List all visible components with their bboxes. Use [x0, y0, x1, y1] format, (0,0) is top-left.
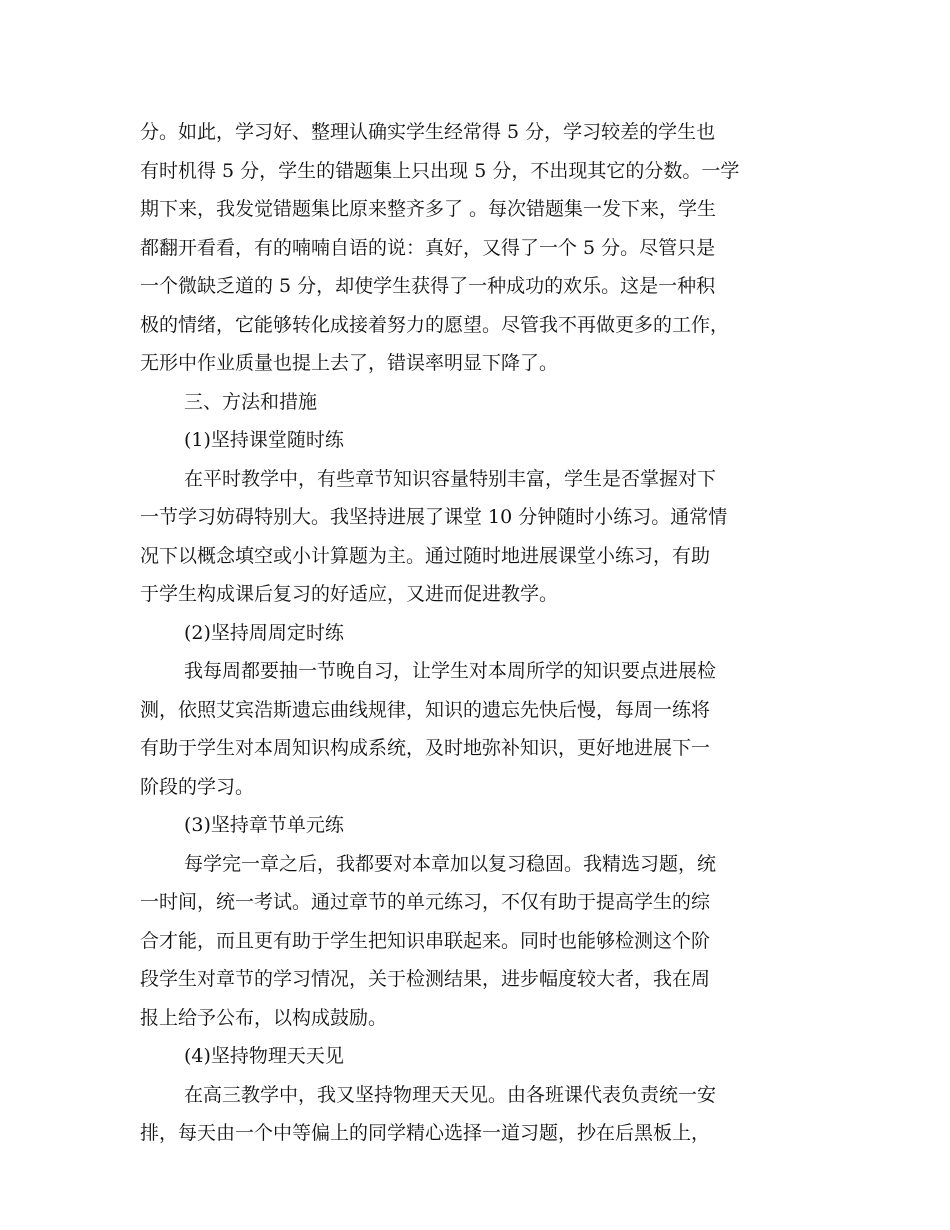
text-line: 一时间，统一考试。通过章节的单元练习，不仅有助于提高学生的综 [140, 891, 711, 913]
text-line: 无形中作业质量也提上去了，错误率明显下降了。 [140, 352, 559, 374]
document-body [140, 113, 815, 1153]
text-line: 极的情绪，它能够转化成接着努力的愿望。尽管我不再做更多的工作， [140, 313, 730, 336]
text-line: 在平时教学中，有些章节知识容量特别丰富，学生是否掌握对下 [184, 467, 717, 490]
text-line: 合才能，而且更有助于学生把知识串联起来。同时也能够检测这个阶 [140, 929, 711, 952]
text-line: 排，每天由一个中等偏上的同学精心选择一道习题，抄在后黑板上， [140, 1122, 711, 1144]
text-line: 报上给予公布，以构成鼓励。 [140, 1006, 388, 1029]
text-line: 有时机得 5 分，学生的错题集上只出现 5 分，不出现其它的分数。一学 [140, 159, 740, 182]
text-line: 阶段的学习。 [140, 775, 255, 798]
text-line: 每学完一章之后，我都要对本章加以复习稳固。我精选习题，统 [184, 852, 717, 875]
text-line: 有助于学生对本周知识构成系统，及时地弥补知识，更好地进展下一 [140, 737, 711, 759]
text-line: 我每周都要抽一节晚自习，让学生对本周所学的知识要点进展检 [184, 660, 717, 682]
text-line: 于学生构成课后复习的好适应，又进而促进教学。 [140, 583, 559, 605]
text-line: 在高三教学中，我又坚持物理天天见。由各班课代表负责统一安 [184, 1083, 717, 1106]
text-line: (3)坚持章节单元练 [184, 814, 344, 836]
text-line: 期下来，我发觉错题集比原来整齐多了 。每次错题集一发下来，学生 [140, 198, 717, 220]
text-line: (4)坚持物理天天见 [184, 1045, 344, 1067]
text-line: 况下以概念填空或小计算题为主。通过随时地进展课堂小练习，有助 [140, 544, 711, 567]
text-line: (2)坚持周周定时练 [184, 621, 344, 644]
text-line: 三、方法和措施 [184, 390, 318, 413]
text-line: 都翻开看看，有的喃喃自语的说：真好，又得了一个 5 分。尽管只是 [140, 236, 716, 259]
text-line: 分。如此，学习好、整理认确实学生经常得 5 分，学习较差的学生也 [140, 121, 716, 143]
text-line: 一节学习妨碍特别大。我坚持进展了课堂 10 分钟随时小练习。通常情 [140, 506, 728, 528]
text-line: 测，依照艾宾浩斯遗忘曲线规律，知识的遗忘先快后慢，每周一练将 [140, 698, 711, 721]
text-line: (1)坚持课堂随时练 [184, 429, 344, 451]
text-line: 段学生对章节的学习情况，关于检测结果，进步幅度较大者，我在周 [140, 968, 711, 990]
text-line: 一个微缺乏道的 5 分，却使学生获得了一种成功的欢乐。这是一种积 [140, 275, 716, 297]
